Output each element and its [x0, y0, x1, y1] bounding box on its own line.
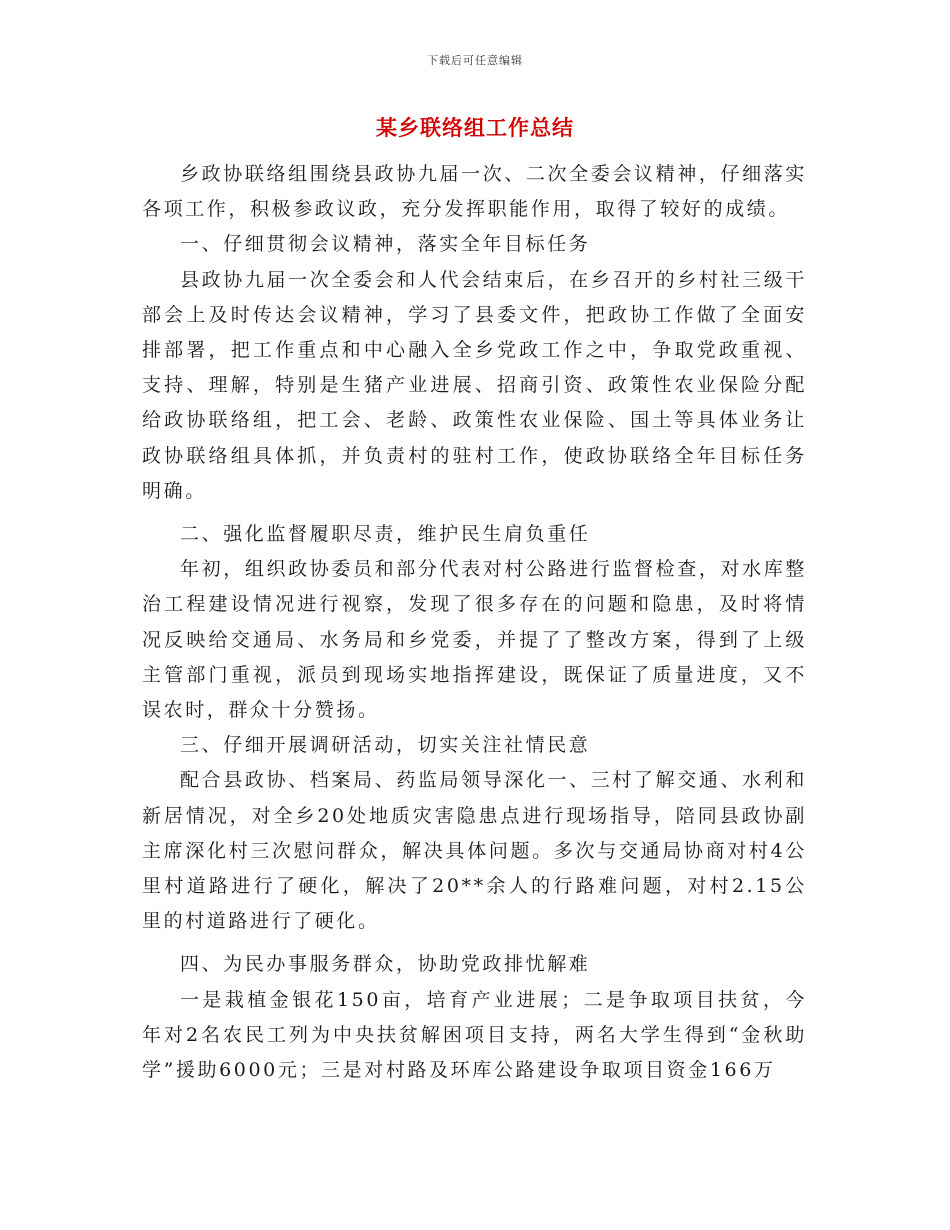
document-title: 某乡联络组工作总结: [376, 115, 574, 140]
paragraph-intro: 乡政协联络组围绕县政协九届一次、二次全委会议精神，仔细落实各项工作，积极参政议政，充分发挥职能作用，取得了较好的成绩。: [142, 163, 807, 221]
header-note: 下载后可任意编辑: [427, 54, 523, 67]
section-heading-3: 三、仔细开展调研活动，切实关注社情民意: [180, 734, 591, 757]
section-heading-2: 二、强化监督履职尽责，维护民生肩负重任: [180, 523, 591, 546]
document-body: [142, 157, 807, 1088]
section-heading-1: 一、仔细贯彻会议精神，落实全年目标任务: [180, 233, 591, 256]
paragraph-section-4: 一是栽植金银花150亩，培育产业进展；二是争取项目扶贫，今年对2名农民工列为中央扶贫解困项目支持，两名大学生得到“金秋助学”援助6000元；三是对村路及环库公路建设争取项目资金166万: [142, 988, 807, 1082]
paragraph-section-1: 县政协九届一次全委会和人代会结束后，在乡召开的乡村社三级干部会上及时传达会议精神，学习了县委文件，把政协工作做了全面安排部署，把工作重点和中心融入全乡党政工作之中，争取党政重视、支持、理解，特别是生猪产业进展、招商引资、政策性农业保险分配给政协联络组，把工会、老龄、政策性农业保险、国土等具体业务让政协联络组具体抓，并负责村的驻村工作，使政协联络全年目标任务明确。: [142, 268, 807, 502]
paragraph-section-2: 年初，组织政协委员和部分代表对村公路进行监督检查，对水库整治工程建设情况进行视察，发现了很多存在的问题和隐患，及时将情况反映给交通局、水务局和乡党委，并提了了整改方案，得到了上级主管部门重视，派员到现场实地指挥建设，既保证了质量进度，又不误农时，群众十分赞扬。: [142, 558, 807, 722]
paragraph-section-3: 配合县政协、档案局、药监局领导深化一、三村了解交通、水利和新居情况，对全乡20处地质灾害隐患点进行现场指导，陪同县政协副主席深化村三次慰问群众，解决具体问题。多次与交通局协商对村4公里村道路进行了硬化，解决了20**余人的行路难问题，对村2.15公里的村道路进行了硬化。: [142, 769, 807, 933]
section-heading-4: 四、为民办事服务群众，协助党政排忧解难: [180, 953, 591, 976]
